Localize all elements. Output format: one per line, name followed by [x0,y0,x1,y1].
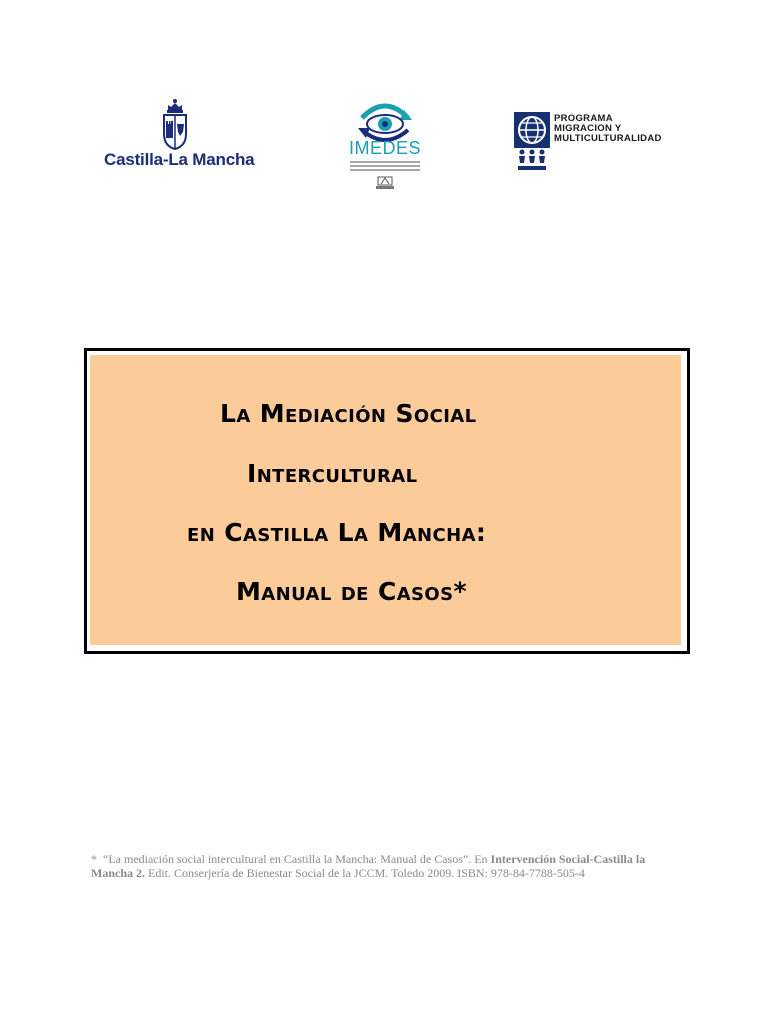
programa-line-2: MIGRACION Y [554,123,622,134]
programa-line-1: PROGRAMA [554,113,613,124]
title-line-4: Manual de Casos* [236,577,467,606]
title-line-2: Intercultural [247,459,418,488]
programa-migracion-logo [514,112,684,176]
programa-line-3: MULTICULTURALIDAD [554,133,662,144]
castilla-logo-text: Castilla-La Mancha [104,150,255,169]
ua-emblem-icon [376,176,394,190]
title-background [90,355,681,645]
title-line-3: en Castilla La Mancha: [187,518,487,547]
people-icon [516,148,548,172]
imedes-logo-text: IMEDES [348,138,421,158]
imedes-logo [340,100,430,192]
footnote-marker: * [91,852,97,866]
programa-logo-text [554,114,662,144]
footnote [91,852,681,880]
footnote-details: Edit. Conserjería de Bienestar Social de la JCCM. Toledo 2009. ISBN: 978-84-7788-505-4 [148,866,585,880]
title-line-1: La Mediación Social [220,399,477,428]
castilla-shield-icon [161,98,189,150]
globe-icon [514,112,550,148]
globe-box [514,112,550,148]
castilla-la-mancha-logo [104,98,254,176]
footnote-publication: Intervención Social-Castilla la Mancha 2. [91,852,646,880]
footnote-quote: “La mediación social intercultural en Castilla la Mancha: Manual de Casos”. En [103,852,488,866]
eye-globe-icon [354,100,416,142]
title-box [84,348,690,654]
imedes-tagline [350,161,420,173]
